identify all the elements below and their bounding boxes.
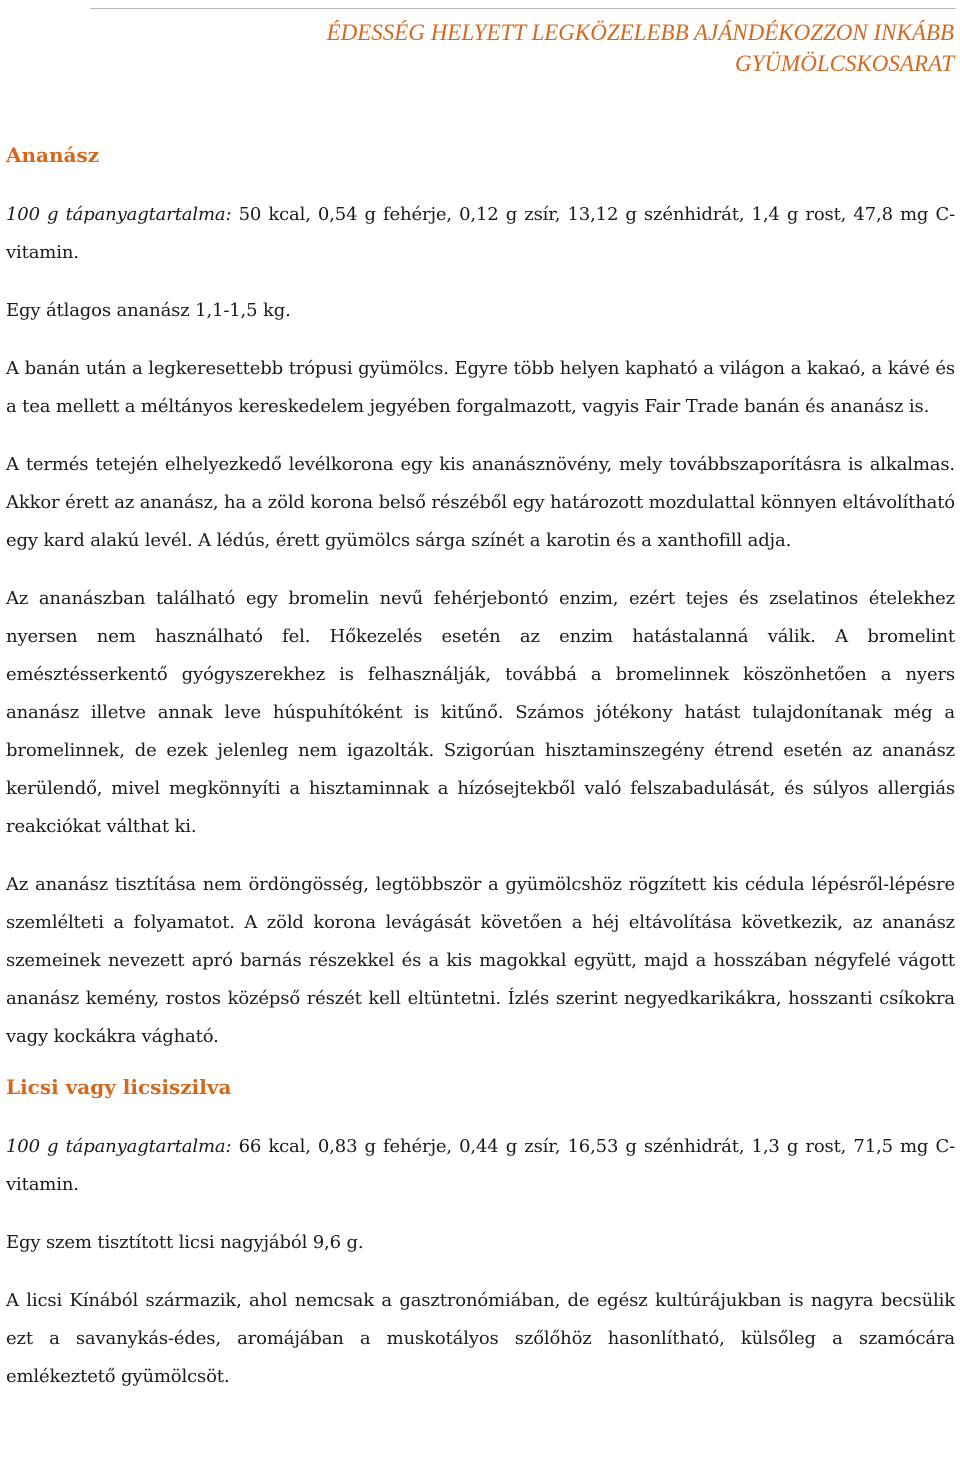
paragraph: Egy átlagos ananász 1,1-1,5 kg.: [6, 300, 291, 321]
section-title-ananasz: Ananász: [6, 143, 100, 167]
nutrition-licsi: [6, 1128, 955, 1204]
nutrition-ananasz: [6, 196, 955, 272]
paragraph: A banán után a legkeresettebb trópusi gyümölcs. Egyre több helyen kapható a világon a kakaó, a kávé és a tea mellett a méltányos kereskedelem jegyében forgalmazott, vagyis Fair Trade banán és ananász is.: [6, 358, 955, 417]
nutrition-value: 66 kcal, 0,83 g fehérje, 0,44 g zsír, 16,53 g szénhidrát, 1,3 g rost, 71,5 mg C-vitamin.: [6, 1136, 956, 1195]
nutrition-value: 50 kcal, 0,54 g fehérje, 0,12 g zsír, 13,12 g szénhidrát, 1,4 g rost, 47,8 mg C-vitamin.: [6, 204, 956, 263]
nutrition-label: 100 g tápanyagtartalma:: [6, 204, 232, 225]
paragraph: Az ananász tisztítása nem ördöngösség, legtöbbször a gyümölcshöz rögzített kis cédula lépésről-lépésre szemlélteti a folyamatot. A zöld korona levágását követően a héj eltávolítása következik, az ananász szemeinek nevezett apró barnás részekkel és a kis magokkal együtt, majd a hosszában négyfelé vágott ananász kemény, rostos középső részét kell eltüntetni. Ízlés szerint negyedkarikákra, hosszanti csíkokra vagy kockákra vágható.: [6, 874, 955, 1047]
page-header: [90, 8, 956, 79]
paragraph: A licsi Kínából származik, ahol nemcsak a gasztronómiában, de egész kultúrájukban is nagyra becsülik ezt a savanykás-édes, aromájában a muskotályos szőlőhöz hasonlítható, külsőleg a szamócára emlékeztető gyümölcsöt.: [6, 1290, 955, 1387]
header-title-line2: GYÜMÖLCSKOSARAT: [735, 51, 954, 76]
header-title: [90, 9, 956, 79]
header-title-line1: ÉDESSÉG HELYETT LEGKÖZELEBB AJÁNDÉKOZZON INKÁBB: [326, 20, 954, 45]
paragraph: Az ananászban található egy bromelin nevű fehérjebontó enzim, ezért tejes és zselatinos ételekhez nyersen nem használható fel. Hőkezelés esetén az enzim hatástalanná válik. A bromelint emésztésserkentő gyógyszerekhez is felhasználják, továbbá a bromelinnek köszönhetően a nyers ananász illetve annak leve húspuhítóként is kitűnő. Számos jótékony hatást tulajdonítanak még a bromelinnek, de ezek jelenleg nem igazolták. Szigorúan hisztaminszegény étrend esetén az ananász kerülendő, mivel megkönnyíti a hisztaminnak a hízósejtekből való felszabadulását, és súlyos allergiás reakciókat válthat ki.: [6, 588, 955, 837]
section-title-licsi: Licsi vagy licsiszilva: [6, 1075, 232, 1099]
paragraph: A termés tetején elhelyezkedő levélkorona egy kis ananásznövény, mely továbbszaporításra is alkalmas. Akkor érett az ananász, ha a zöld korona belső részéből egy határozott mozdulattal könnyen eltávolítható egy kard alakú levél. A lédús, érett gyümölcs sárga színét a karotin és a xanthofill adja.: [6, 454, 955, 551]
paragraph: Egy szem tisztított licsi nagyjából 9,6 g.: [6, 1232, 364, 1253]
nutrition-label: 100 g tápanyagtartalma:: [6, 1136, 232, 1157]
article-body: [6, 134, 955, 1396]
